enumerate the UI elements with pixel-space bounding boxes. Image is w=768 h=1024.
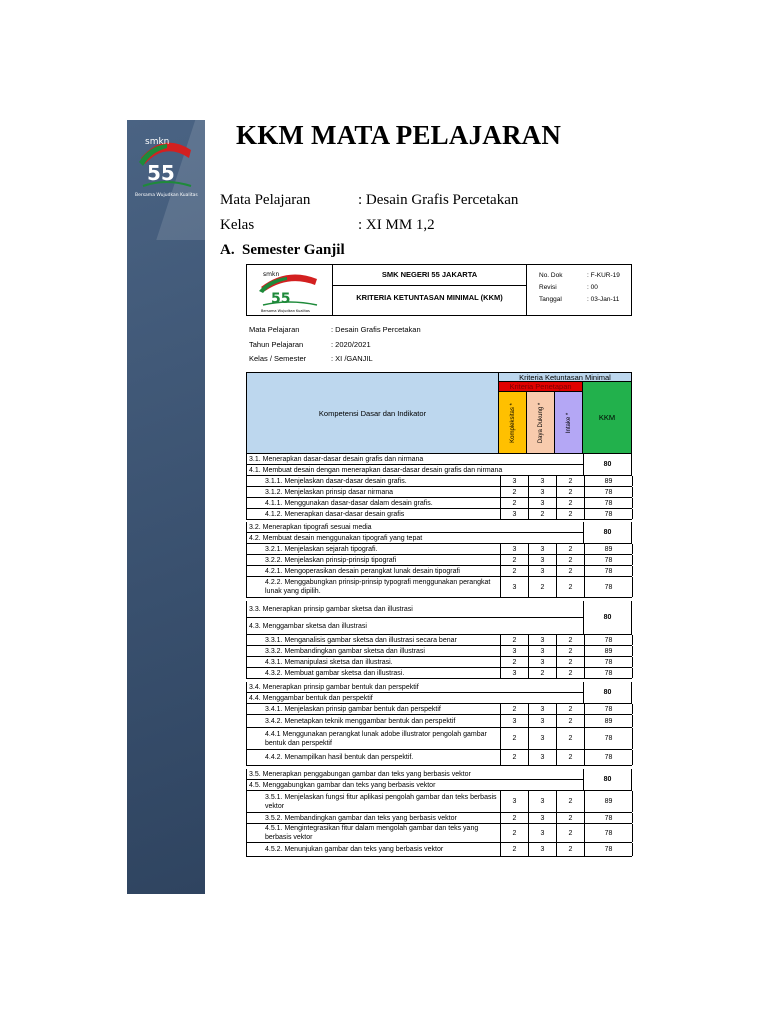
- info-row: [249, 340, 371, 349]
- kkm-cell: 78: [584, 635, 633, 645]
- section-heading: [220, 242, 345, 259]
- col-header-kompleksitas-label: Kompleksitas *: [509, 402, 516, 443]
- table-row: [246, 843, 632, 857]
- intake-cell: 2: [556, 657, 584, 667]
- indicator-text: 4.4.1 Menggunakan perangkat lunak adobe illustrator pengolah gambar bentuk dan perspektif: [265, 730, 487, 747]
- kkm-cell: 78: [584, 509, 633, 519]
- daya-dukung-cell: 3: [528, 566, 556, 576]
- doc-logo-text: smkn: [263, 271, 280, 278]
- kkm-cell: 78: [584, 487, 633, 497]
- intake-cell: 2: [556, 813, 584, 823]
- info-row: [249, 325, 421, 334]
- kkm-cell: 78: [584, 728, 633, 749]
- kompleksitas-cell: 3: [500, 509, 528, 519]
- daya-dukung-cell: 3: [528, 555, 556, 565]
- indicator-text: 3.5.2. Membandingkan gambar dan teks yang berbasis vektor: [265, 814, 457, 822]
- col-header-penetapan: Kriteria Penetapan: [499, 382, 583, 392]
- group-kkm-cell: 80: [583, 682, 632, 704]
- doc-info-value: : F-KUR-19: [587, 272, 620, 279]
- col-header-kkm: KKM: [583, 382, 632, 454]
- kkm-cell: 89: [584, 476, 633, 486]
- table-row: [246, 824, 632, 843]
- doc-logo: [247, 265, 333, 315]
- daya-dukung-cell: 3: [528, 657, 556, 667]
- doc-info-value: : 03-Jan-11: [587, 296, 620, 303]
- group-header-row: [246, 454, 583, 465]
- page-title: KKM MATA PELAJARAN: [236, 120, 562, 150]
- kompleksitas-cell: 2: [500, 635, 528, 645]
- col-header-kompetensi: Kompetensi Dasar dan Indikator: [246, 372, 499, 454]
- indicator-text: 4.2.1. Mengoperasikan desain perangkat lunak desain tipografi: [265, 567, 460, 575]
- kkm-cell: 78: [584, 668, 633, 678]
- daya-dukung-cell: 3: [528, 544, 556, 554]
- kompleksitas-cell: 2: [500, 704, 528, 714]
- kompleksitas-cell: 3: [500, 791, 528, 812]
- kd-text: 3.4. Menerapkan prinsip gambar bentuk dan perspektif: [249, 683, 419, 691]
- intake-cell: 2: [556, 824, 584, 842]
- kkm-cell: 78: [584, 657, 633, 667]
- kd-text: 3.5. Menerapkan penggabungan gambar dan teks yang berbasis vektor: [249, 770, 471, 778]
- daya-dukung-cell: 3: [528, 824, 556, 842]
- group-kkm-cell: 80: [583, 454, 632, 476]
- indicator-text: 4.1.2. Menerapkan dasar-dasar desain grafis: [265, 510, 405, 518]
- indicator-text: 4.3.2. Membuat gambar sketsa dan illustrasi.: [265, 669, 405, 677]
- indicator-text: 4.1.1. Menggunakan dasar-dasar dalam desain grafis.: [265, 499, 433, 507]
- doc-info-label: No. Dok: [539, 272, 563, 279]
- group-kkm-cell: 80: [583, 769, 632, 791]
- group-header-row: [246, 780, 583, 791]
- kd-text: 4.1. Membuat desain dengan menerapkan dasar-dasar desain grafis dan nirmana: [249, 466, 503, 474]
- table-row: [246, 646, 632, 657]
- kkm-cell: 78: [584, 498, 633, 508]
- daya-dukung-cell: 3: [528, 728, 556, 749]
- table-row: [246, 476, 632, 487]
- doc-info: [527, 265, 631, 315]
- table-row: [246, 555, 632, 566]
- doc-info-row: [539, 272, 620, 279]
- kkm-cell: 78: [584, 824, 633, 842]
- doc-title: KRITERIA KETUNTASAN MINIMAL (KKM): [356, 293, 503, 302]
- intake-cell: 2: [556, 566, 584, 576]
- doc-logo-icon: [247, 265, 331, 315]
- info-value: : 2020/2021: [331, 340, 371, 349]
- table-row: [246, 791, 632, 813]
- intake-cell: 2: [556, 544, 584, 554]
- logo-motto: Bersama Wujudkan Kualitas: [135, 193, 198, 198]
- indicator-text: 4.3.1. Memanipulasi sketsa dan illustrasi.: [265, 658, 393, 666]
- indicator-text: 3.4.2. Menetapkan teknik menggambar bentuk dan perspektif: [265, 717, 456, 725]
- col-header-daya-dukung: [527, 392, 555, 454]
- daya-dukung-cell: 3: [528, 635, 556, 645]
- logo-text: smkn: [145, 137, 170, 147]
- daya-dukung-cell: 3: [528, 704, 556, 714]
- document-header: [246, 264, 632, 316]
- intake-cell: 2: [556, 791, 584, 812]
- doc-info-row: [539, 284, 598, 291]
- intake-cell: 2: [556, 487, 584, 497]
- kkm-cell: 78: [584, 813, 633, 823]
- meta-value: : XI MM 1,2: [358, 217, 435, 233]
- school-logo-icon: [133, 128, 199, 200]
- kkm-cell: 78: [584, 843, 633, 856]
- intake-cell: 2: [556, 715, 584, 727]
- intake-cell: 2: [556, 646, 584, 656]
- table-row: [246, 750, 632, 766]
- indicator-text: 4.2.2. Menggabungkan prinsip-prinsip typografi menggunakan perangkat lunak yang dipilih.: [265, 579, 491, 595]
- daya-dukung-cell: 3: [528, 750, 556, 765]
- kkm-cell: 89: [584, 646, 633, 656]
- kd-text: 3.2. Menerapkan tipografi sesuai media: [249, 523, 372, 531]
- kkm-cell: 78: [584, 566, 633, 576]
- kompleksitas-cell: 2: [500, 813, 528, 823]
- daya-dukung-cell: 2: [528, 577, 556, 597]
- info-label: Tahun Pelajaran: [249, 340, 304, 349]
- intake-cell: 2: [556, 555, 584, 565]
- kkm-cell: 78: [584, 555, 633, 565]
- intake-cell: 2: [556, 668, 584, 678]
- group-kkm-cell: 80: [583, 522, 632, 544]
- table-row: [246, 544, 632, 555]
- daya-dukung-cell: 3: [528, 791, 556, 812]
- intake-cell: 2: [556, 704, 584, 714]
- group-header-row: [246, 601, 583, 618]
- group-header-row: [246, 533, 583, 544]
- doc-logo-motto: Bersama Wujudkan Kualitas: [261, 309, 310, 313]
- intake-cell: 2: [556, 509, 584, 519]
- indicator-text: 3.3.2. Membandingkan gambar sketsa dan illustrasi: [265, 647, 425, 655]
- col-header-kriteria: Kriteria Ketuntasan Minimal: [499, 372, 632, 382]
- info-label: Kelas / Semester: [249, 354, 307, 363]
- info-value: : XI /GANJIL: [331, 354, 373, 363]
- doc-header-center: [333, 265, 527, 315]
- school-name: SMK NEGERI 55 JAKARTA: [381, 270, 478, 279]
- group-header-row: [246, 682, 583, 693]
- indicator-text: 4.4.2. Menampilkan hasil bentuk dan perspektif.: [265, 754, 414, 761]
- kd-text: 4.4. Menggambar bentuk dan perspektif: [249, 694, 373, 702]
- col-header-intake-label: Intake *: [565, 412, 572, 433]
- indicator-text: 3.2.2. Menjelaskan prinsip-prinsip tipografi: [265, 556, 397, 564]
- kkm-cell: 78: [584, 577, 633, 597]
- kkm-cell: 89: [584, 715, 633, 727]
- table-row: [246, 577, 632, 598]
- daya-dukung-cell: 3: [528, 646, 556, 656]
- indicator-text: 3.5.1. Menjelaskan fungsi fitur aplikasi pengolah gambar dan teks berbasis vektor: [265, 793, 497, 810]
- intake-cell: 2: [556, 750, 584, 765]
- kd-text: 3.3. Menerapkan prinsip gambar sketsa dan illustrasi: [249, 605, 413, 613]
- kd-text: 4.3. Menggambar sketsa dan illustrasi: [249, 622, 367, 630]
- sidebar-banner: [127, 120, 205, 894]
- kompleksitas-cell: 3: [500, 476, 528, 486]
- kkm-cell: 89: [584, 544, 633, 554]
- table-row: [246, 657, 632, 668]
- daya-dukung-cell: 3: [528, 476, 556, 486]
- table-row: [246, 715, 632, 728]
- group-kkm-cell: 80: [583, 601, 632, 635]
- table-row: [246, 509, 632, 520]
- table-row: [246, 704, 632, 715]
- section-label: Semester Ganjil: [242, 242, 345, 258]
- indicator-text: 3.4.1. Menjelaskan prinsip gambar bentuk dan perspektif: [265, 705, 441, 713]
- daya-dukung-cell: 2: [528, 509, 556, 519]
- table-row: [246, 487, 632, 498]
- kompleksitas-cell: 2: [500, 487, 528, 497]
- kkm-document: [246, 264, 632, 884]
- col-header-kompleksitas: [499, 392, 527, 454]
- logo-number: 55: [147, 161, 175, 185]
- table-row: [246, 813, 632, 824]
- indicator-text: 3.2.1. Menjelaskan sejarah tipografi.: [265, 545, 378, 553]
- kd-text: 4.2. Membuat desain menggunakan tipografi yang tepat: [249, 534, 423, 542]
- table-row: [246, 566, 632, 577]
- indicator-text: 4.5.1. Mengintegrasikan fitur dalam mengolah gambar dan teks yang berbasis vektor: [265, 825, 479, 841]
- kompleksitas-cell: 3: [500, 577, 528, 597]
- indicator-text: 3.1.1. Menjelaskan dasar-dasar desain grafis.: [265, 477, 407, 485]
- kkm-cell: 78: [584, 704, 633, 714]
- group-header-row: [246, 522, 583, 533]
- group-header-row: [246, 465, 583, 476]
- intake-cell: 2: [556, 476, 584, 486]
- section-letter: A.: [220, 242, 235, 258]
- table-row: [246, 668, 632, 679]
- kkm-cell: 78: [584, 750, 633, 765]
- daya-dukung-cell: 3: [528, 813, 556, 823]
- daya-dukung-cell: 2: [528, 668, 556, 678]
- table-row: [246, 728, 632, 750]
- kd-text: 4.5. Menggabungkan gambar dan teks yang berbasis vektor: [249, 781, 436, 789]
- daya-dukung-cell: 3: [528, 498, 556, 508]
- indicator-text: 3.1.2. Menjelaskan prinsip dasar nirmana: [265, 488, 394, 496]
- kompleksitas-cell: 2: [500, 750, 528, 765]
- kompleksitas-cell: 2: [500, 555, 528, 565]
- info-value: : Desain Grafis Percetakan: [331, 325, 421, 334]
- col-header-intake: [555, 392, 583, 454]
- doc-info-label: Revisi: [539, 284, 557, 291]
- intake-cell: 2: [556, 577, 584, 597]
- doc-logo-number: 55: [271, 291, 291, 307]
- doc-info-label: Tanggal: [539, 296, 562, 303]
- group-header-row: [246, 693, 583, 704]
- daya-dukung-cell: 3: [528, 843, 556, 856]
- intake-cell: 2: [556, 728, 584, 749]
- intake-cell: 2: [556, 498, 584, 508]
- kompleksitas-cell: 3: [500, 646, 528, 656]
- indicator-text: 4.5.2. Menunjukan gambar dan teks yang berbasis vektor: [265, 846, 444, 853]
- meta-value: : Desain Grafis Percetakan: [358, 192, 519, 208]
- meta-label: Mata Pelajaran: [220, 192, 311, 208]
- kompleksitas-cell: 3: [500, 715, 528, 727]
- meta-label: Kelas: [220, 217, 255, 233]
- table-row: [246, 498, 632, 509]
- kompleksitas-cell: 3: [500, 544, 528, 554]
- group-header-row: [246, 769, 583, 780]
- kompleksitas-cell: 2: [500, 824, 528, 842]
- table-row: [246, 635, 632, 646]
- intake-cell: 2: [556, 635, 584, 645]
- col-header-daya-label: Daya Dukung *: [537, 402, 544, 443]
- doc-info-row: [539, 296, 620, 303]
- daya-dukung-cell: 3: [528, 715, 556, 727]
- kompleksitas-cell: 2: [500, 566, 528, 576]
- info-label: Mata Pelajaran: [249, 325, 300, 334]
- kkm-cell: 89: [584, 791, 633, 812]
- kompleksitas-cell: 3: [500, 668, 528, 678]
- group-header-row: [246, 618, 583, 635]
- kompleksitas-cell: 2: [500, 728, 528, 749]
- doc-info-value: : 00: [587, 284, 598, 291]
- kompleksitas-cell: 2: [500, 498, 528, 508]
- intake-cell: 2: [556, 843, 584, 856]
- kompleksitas-cell: 2: [500, 657, 528, 667]
- kompleksitas-cell: 2: [500, 843, 528, 856]
- info-row: [249, 354, 373, 363]
- indicator-text: 3.3.1. Menganalisis gambar sketsa dan illustrasi secara benar: [265, 636, 457, 644]
- kd-text: 3.1. Menerapkan dasar-dasar desain grafis dan nirmana: [249, 455, 424, 463]
- daya-dukung-cell: 3: [528, 487, 556, 497]
